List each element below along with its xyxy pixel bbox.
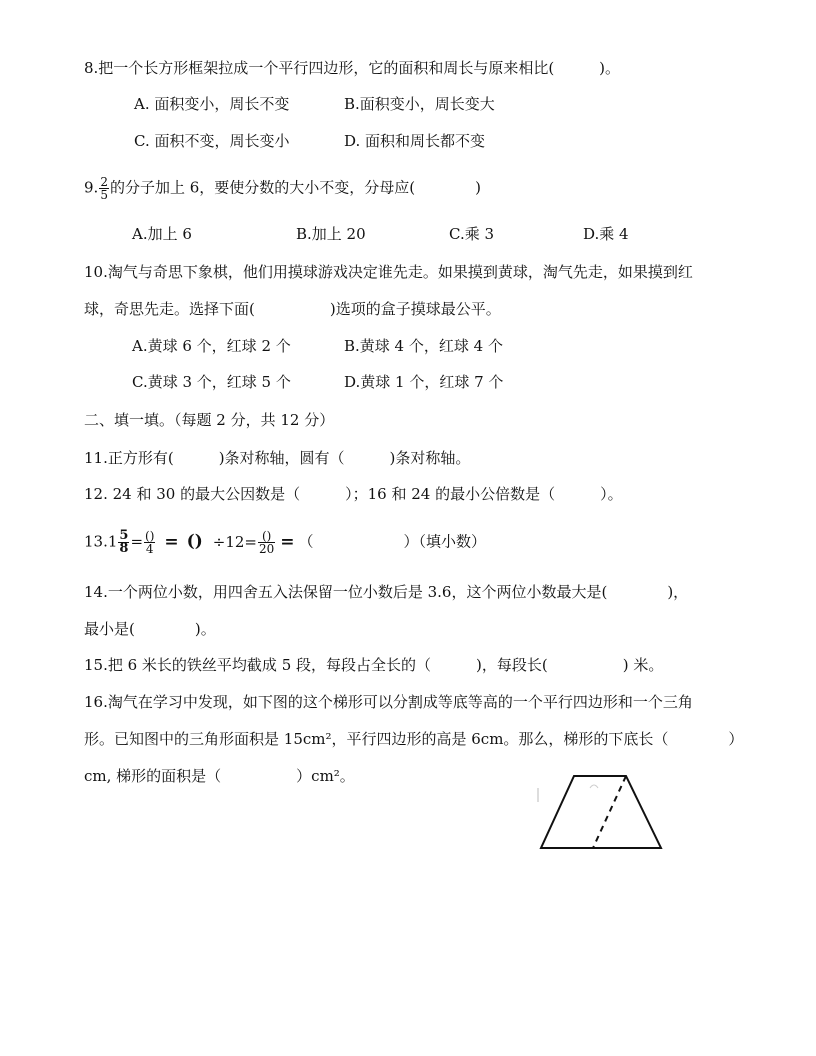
q8-stem: 8.把一个长方形框架拉成一个平行四边形，它的面积和周长与原来相比( )。 [84, 59, 621, 77]
q12: 12. 24 和 30 的最大公因数是（ ）；16 和 24 的最小公倍数是（ ）。 [84, 485, 623, 503]
q8-option-d: D. 面积和周长都不变 [344, 132, 486, 150]
q10-option-b: B.黄球 4 个，红球 4 个 [344, 337, 503, 355]
q8-option-a: A. 面积变小，周长不变 [134, 95, 290, 113]
faint-mark-center [590, 785, 598, 788]
q15: 15.把 6 米长的铁丝平均截成 5 段，每段占全长的（ )，每段长( ) 米。 [84, 656, 664, 674]
q16-line-2: 形。已知图中的三角形面积是 15cm²，平行四边形的高是 6cm。那么，梯形的下底长（ ） [84, 730, 744, 748]
q9-stem: 的分子加上 6，要使分数的大小不变，分母应( ) [109, 178, 481, 197]
q13-prefix: 13.1 [84, 532, 118, 551]
q16-line-1: 16.淘气在学习中发现，如下图的这个梯形可以分割成等底等高的一个平行四边形和一个三角 [84, 693, 693, 711]
q13-fraction-1-denominator: 8 [119, 541, 129, 556]
q9-option-d: D.乘 4 [583, 225, 629, 243]
q13-fraction-2 [144, 530, 155, 555]
q13-fraction-1 [118, 530, 129, 555]
q13-fraction-3-denominator: 20 [258, 542, 275, 556]
q9-number: 9. [84, 178, 99, 197]
q10-option-d: D.黄球 1 个，红球 7 个 [344, 373, 504, 391]
q13-fraction-2-denominator: 4 [145, 542, 154, 556]
q9-option-b: B.加上 20 [296, 225, 366, 243]
q13-equals-2: = [164, 531, 179, 552]
trapezoid-figure [530, 762, 670, 854]
q13-equals-3: = [280, 531, 295, 552]
q13-paren-blank: () [186, 531, 203, 552]
q16-line-3: cm, 梯形的面积是（ ）cm²。 [84, 767, 355, 785]
q9-stem-line [84, 176, 481, 201]
q10-option-a: A.黄球 6 个，红球 2 个 [132, 337, 291, 355]
q13-fraction-1-numerator: 5 [119, 528, 129, 543]
q13-tail: （ ）（填小数） [298, 532, 487, 551]
q13-fraction-3 [258, 530, 275, 555]
q14-line-2: 最小是( )。 [84, 620, 216, 638]
trapezoid-outline [541, 776, 661, 848]
q8-option-c: C. 面积不变，周长变小 [134, 132, 290, 150]
trapezoid-dashed-divider [593, 776, 626, 848]
q13-fraction-2-numerator: () [145, 529, 155, 543]
q9-option-c: C.乘 3 [449, 225, 495, 243]
section-2-heading: 二、填一填。（每题 2 分，共 12 分） [84, 411, 335, 429]
q11: 11.正方形有( )条对称轴，圆有（ )条对称轴。 [84, 449, 471, 467]
q10-option-c: C.黄球 3 个，红球 5 个 [132, 373, 291, 391]
q13-divide: ÷12= [212, 532, 257, 551]
q13-fraction-3-numerator: () [258, 530, 275, 543]
q9-option-a: A.加上 6 [132, 225, 192, 243]
q9-fraction-numerator: 2 [100, 175, 108, 189]
q9-fraction [99, 176, 109, 201]
q13-line [84, 530, 486, 555]
q14-line-1: 14.一个两位小数，用四舍五入法保留一位小数后是 3.6，这个两位小数最大是( )， [84, 583, 689, 601]
q10-line-1: 10.淘气与奇思下象棋，他们用摸球游戏决定谁先走。如果摸到黄球，淘气先走，如果摸到红 [84, 263, 693, 281]
q8-option-b: B.面积变小，周长变大 [344, 95, 495, 113]
q9-fraction-denominator: 5 [100, 188, 108, 202]
q10-line-2: 球，奇思先走。选择下面( )选项的盒子摸球最公平。 [84, 300, 501, 318]
q13-equals-1: = [130, 532, 144, 551]
